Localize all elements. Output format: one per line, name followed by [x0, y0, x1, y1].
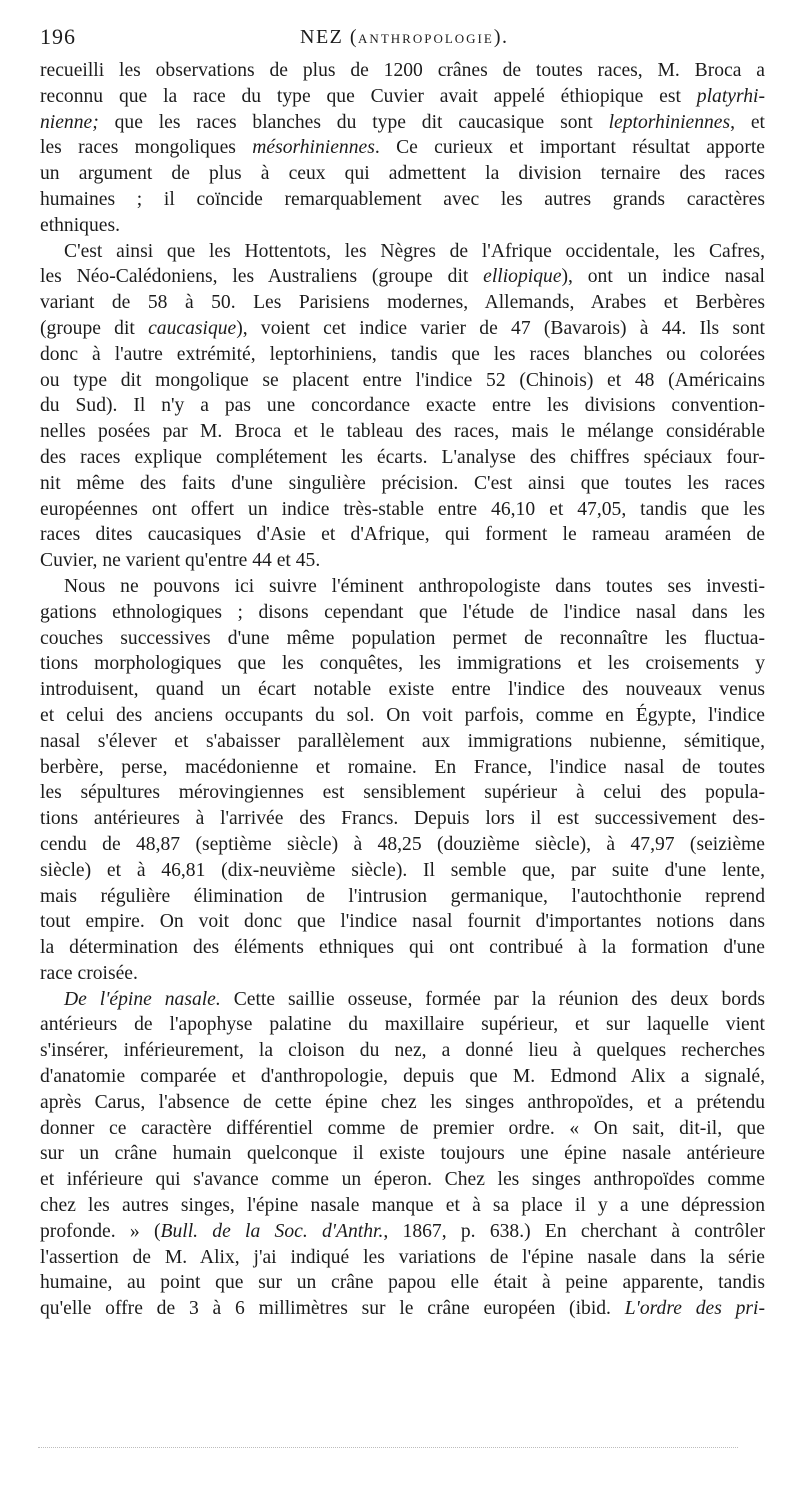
italic-run: caucasique	[148, 317, 237, 339]
text-run: introduisent, quand un écart notable existe entre l'indice des nouveaux venus	[40, 679, 765, 701]
text-line	[40, 935, 765, 961]
text-run: s'insérer, inférieurement, la cloison du nez, a donné lieu à quelques recherches	[40, 1040, 765, 1062]
text-line	[40, 1219, 765, 1245]
running-title	[300, 26, 509, 49]
text-line	[40, 548, 765, 574]
text-run: humaines ; il coïncide remarquablement avec les autres grands caractères	[40, 188, 765, 210]
text-line	[40, 84, 765, 110]
text-run: nelles posées par M. Broca et le tableau des races, mais le mélange considérable	[40, 421, 765, 443]
text-run: et inférieure qui s'avance comme un éperon. Chez les singes anthropoïdes comme	[40, 1169, 765, 1191]
text-line	[40, 1270, 765, 1296]
text-line	[40, 909, 765, 935]
text-line	[40, 1116, 765, 1142]
text-line	[40, 497, 765, 523]
text-line	[40, 393, 765, 419]
text-run: d'anatomie comparée et d'anthropologie, depuis que M. Edmond Alix a signalé,	[40, 1066, 765, 1088]
text-line	[40, 1090, 765, 1116]
text-line	[40, 600, 765, 626]
text-line	[40, 677, 765, 703]
text-line	[40, 239, 765, 265]
italic-run: L'ordre des pri-	[624, 1298, 765, 1320]
text-line	[40, 755, 765, 781]
text-line	[40, 110, 765, 136]
text-line	[40, 961, 765, 987]
text-line	[40, 987, 765, 1013]
text-run: donner ce caractère différentiel comme de premier ordre. « On sait, dit-il, que	[40, 1117, 765, 1139]
text-line	[40, 58, 765, 84]
text-run: et celui des anciens occupants du sol. On voit parfois, comme en Égypte, l'indice	[40, 704, 765, 726]
text-run: Cette saillie osseuse, formée par la réunion des deux bords	[220, 988, 765, 1010]
text-run: sur un crâne humain quelconque il existe toujours une épine nasale antérieure	[40, 1143, 765, 1165]
page-number: 196	[40, 24, 76, 49]
text-run: profonde. » (	[40, 1220, 161, 1242]
text-line	[40, 884, 765, 910]
text-line	[40, 703, 765, 729]
text-run: humaine, au point que sur un crâne papou elle était à peine apparente, tandis	[40, 1272, 765, 1294]
text-run: européennes ont offert un indice très-stable entre 46,10 et 47,05, tandis que les	[40, 498, 765, 520]
footer-dotted-rule	[38, 1447, 738, 1448]
text-run: C'est ainsi que les Hottentots, les Nègres de l'Afrique occidentale, les Cafres,	[64, 240, 765, 262]
text-run: ou type dit mongolique se placent entre l'indice 52 (Chinois) et 48 (Américains	[40, 369, 765, 391]
text-run: nasal s'élever et s'abaisser parallèlement aux immigrations nubienne, sémitique,	[40, 730, 765, 752]
text-run: . Ce curieux et important résultat apporte	[374, 137, 765, 159]
text-run: nit même des faits d'une singulière précision. C'est ainsi que toutes les races	[40, 472, 765, 494]
text-run: qu'elle offre de 3 à 6 millimètres sur le crâne européen (ibid.	[40, 1298, 625, 1320]
italic-run: Bull. de la Soc. d'Anthr.	[160, 1220, 384, 1242]
text-line	[40, 1245, 765, 1271]
italic-run: mésorhiniennes	[252, 137, 375, 159]
text-run: la détermination des éléments ethniques qui ont contribué à la formation d'une	[40, 937, 765, 959]
text-line	[40, 1167, 765, 1193]
running-title-smallcaps: ANTHROPOLOGIE	[358, 31, 494, 46]
text-line	[40, 290, 765, 316]
text-line	[40, 806, 765, 832]
text-line	[40, 574, 765, 600]
text-line	[40, 626, 765, 652]
text-run: variant de 58 à 50. Les Parisiens modernes, Allemands, Arabes et Berbères	[40, 292, 765, 314]
text-line	[40, 780, 765, 806]
body-text	[40, 58, 765, 1322]
text-run: que les races blanches du type dit caucasique sont	[98, 111, 609, 133]
text-run: reconnu que la race du type que Cuvier avait appelé éthiopique est	[40, 85, 697, 107]
italic-run: nienne;	[40, 111, 99, 133]
text-run: les races mongoliques	[40, 137, 253, 159]
running-title-close: ).	[493, 26, 509, 48]
text-run: tions antérieures à l'arrivée des Francs. Depuis lors il est successivement des-	[40, 808, 765, 830]
text-line	[40, 135, 765, 161]
italic-run: platyrhi-	[696, 85, 765, 107]
italic-run: De l'épine nasale.	[64, 988, 221, 1010]
text-run: ), voient cet indice varier de 47 (Bavarois) à 44. Ils sont	[236, 317, 765, 339]
text-line	[40, 161, 765, 187]
text-run: chez les autres singes, l'épine nasale manque et à sa place il y a une dépression	[40, 1195, 765, 1217]
text-run: les Néo-Calédoniens, les Australiens (groupe dit	[40, 266, 484, 288]
text-run: gations ethnologiques ; disons cependant que l'étude de l'indice nasal dans les	[40, 601, 765, 623]
text-line	[40, 651, 765, 677]
text-run: , 1867, p. 638.) En cherchant à contrôler	[383, 1220, 766, 1242]
text-run: (groupe dit	[40, 317, 149, 339]
text-run: du Sud). Il n'y a pas une concordance exacte entre les divisions convention-	[40, 395, 765, 417]
text-run: couches successives d'une même population permet de reconnaître les fluctua-	[40, 627, 765, 649]
text-line	[40, 832, 765, 858]
running-title-main: NEZ (	[300, 26, 359, 48]
text-run: mais régulière élimination de l'intrusion germanique, l'autochthonie reprend	[40, 885, 765, 907]
text-run: Nous ne pouvons ici suivre l'éminent anthropologiste dans toutes ses investi-	[64, 575, 765, 597]
text-run: , et	[730, 111, 765, 133]
text-run: ), ont un indice nasal	[561, 266, 765, 288]
text-line	[40, 213, 765, 239]
text-run: antérieurs de l'apophyse palatine du maxillaire supérieur, et sur laquelle vient	[40, 1014, 765, 1036]
text-line	[40, 342, 765, 368]
italic-run: elliopique	[483, 266, 562, 288]
text-run: berbère, perse, macédonienne et romaine. En France, l'indice nasal de toutes	[40, 756, 765, 778]
text-run: race croisée.	[40, 962, 138, 984]
text-line	[40, 1038, 765, 1064]
text-line	[40, 1141, 765, 1167]
text-line	[40, 316, 765, 342]
text-run: siècle) et à 46,81 (dix-neuvième siècle). Il semble que, par suite d'une lente,	[40, 859, 765, 881]
text-run: un argument de plus à ceux qui admettent la division ternaire des races	[40, 163, 765, 185]
text-run: ethniques.	[40, 214, 120, 236]
text-line	[40, 471, 765, 497]
text-line	[40, 1193, 765, 1219]
text-line	[40, 1012, 765, 1038]
text-run: tout empire. On voit donc que l'indice nasal fournit d'importantes notions dans	[40, 911, 765, 933]
text-run: après Carus, l'absence de cette épine chez les singes anthropoïdes, et a prétendu	[40, 1091, 765, 1113]
text-line	[40, 1064, 765, 1090]
text-line	[40, 858, 765, 884]
text-line	[40, 368, 765, 394]
text-run: recueilli les observations de plus de 1200 crânes de toutes races, M. Broca a	[40, 60, 765, 81]
text-run: des races explique complétement les écarts. L'analyse des chiffres spéciaux four-	[40, 446, 765, 468]
text-run: l'assertion de M. Alix, j'ai indiqué les variations de l'épine nasale dans la série	[40, 1246, 765, 1268]
text-line	[40, 419, 765, 445]
text-run: races dites caucasiques d'Asie et d'Afrique, qui forment le rameau araméen de	[40, 524, 765, 546]
text-line	[40, 522, 765, 548]
text-line	[40, 1296, 765, 1322]
text-line	[40, 264, 765, 290]
text-run: les sépultures mérovingiennes est sensiblement supérieur à celui des popula-	[40, 782, 765, 804]
text-run: Cuvier, ne varient qu'entre 44 et 45.	[40, 550, 321, 572]
text-run: donc à l'autre extrémité, leptorhiniens, tandis que les races blanches ou colorées	[40, 343, 765, 365]
text-line	[40, 445, 765, 471]
text-line	[40, 729, 765, 755]
text-line	[40, 187, 765, 213]
text-run: tions morphologiques que les conquêtes, les immigrations et les croisements y	[40, 653, 765, 675]
italic-run: leptorhiniennes	[608, 111, 731, 133]
page-header	[0, 24, 800, 58]
text-run: cendu de 48,87 (septième siècle) à 48,25 (douzième siècle), à 47,97 (seizième	[40, 833, 765, 855]
